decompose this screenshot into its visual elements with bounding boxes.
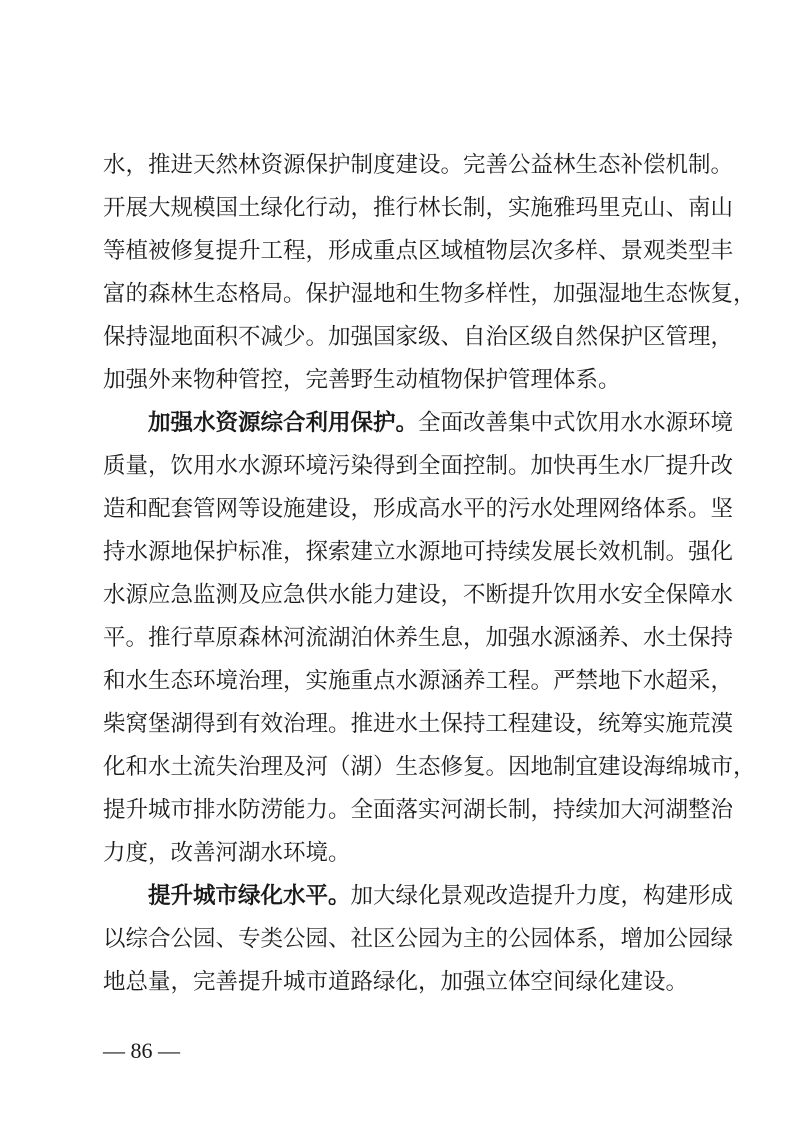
text-line (148, 406, 734, 440)
text-line: 造和配套管网等设施建设，形成高水平的污水处理网络体系。坚 (103, 496, 734, 522)
text-line: 和水生态环境治理，实施重点水源涵养工程。严禁地下水超采， (103, 668, 734, 694)
text-span: 加大绿化景观改造提升力度，构建形成 (350, 883, 734, 909)
text-line: 化和水土流失治理及河（湖）生态修复。因地制宜建设海绵城市， (103, 754, 756, 780)
text-line: 保持湿地面积不减少。加强国家级、自治区级自然保护区管理， (103, 324, 734, 350)
page-number: — 86 — (103, 1038, 180, 1063)
text-line: 质量，饮用水水源环境污染得到全面控制。加快再生水厂提升改 (103, 453, 734, 479)
text-line: 平。推行草原森林河流湖泊休养生息，加强水源涵养、水土保持 (103, 625, 734, 651)
text-line: 提升城市排水防涝能力。全面落实河湖长制，持续加大河湖整治 (103, 797, 734, 823)
text-span: 全面改善集中式饮用水水源环境 (418, 410, 734, 436)
text-line (148, 879, 734, 913)
text-line: 力度，改善河湖水环境。 (103, 840, 351, 866)
text-line: 持水源地保护标准，探索建立水源地可持续发展长效机制。强化 (103, 539, 734, 565)
text-line: 等植被修复提升工程，形成重点区域植物层次多样、景观类型丰 (103, 238, 734, 264)
section-heading: 提升城市绿化水平。 (148, 883, 351, 909)
text-line: 开展大规模国土绿化行动，推行林长制，实施雅玛里克山、南山 (103, 195, 734, 221)
text-line: 水源应急监测及应急供水能力建设，不断提升饮用水安全保障水 (103, 582, 734, 608)
text-line: 水，推进天然林资源保护制度建设。完善公益林生态补偿机制。 (103, 152, 734, 178)
text-line: 地总量，完善提升城市道路绿化，加强立体空间绿化建设。 (103, 969, 689, 995)
text-line: 以综合公园、专类公园、社区公园为主的公园体系，增加公园绿 (103, 926, 734, 952)
text-line: 富的森林生态格局。保护湿地和生物多样性，加强湿地生态恢复， (103, 281, 756, 307)
text-line: 加强外来物种管控，完善野生动植物保护管理体系。 (103, 367, 621, 393)
section-heading: 加强水资源综合利用保护。 (148, 410, 419, 436)
text-line: 柴窝堡湖得到有效治理。推进水土保持工程建设，统筹实施荒漠 (103, 711, 734, 737)
